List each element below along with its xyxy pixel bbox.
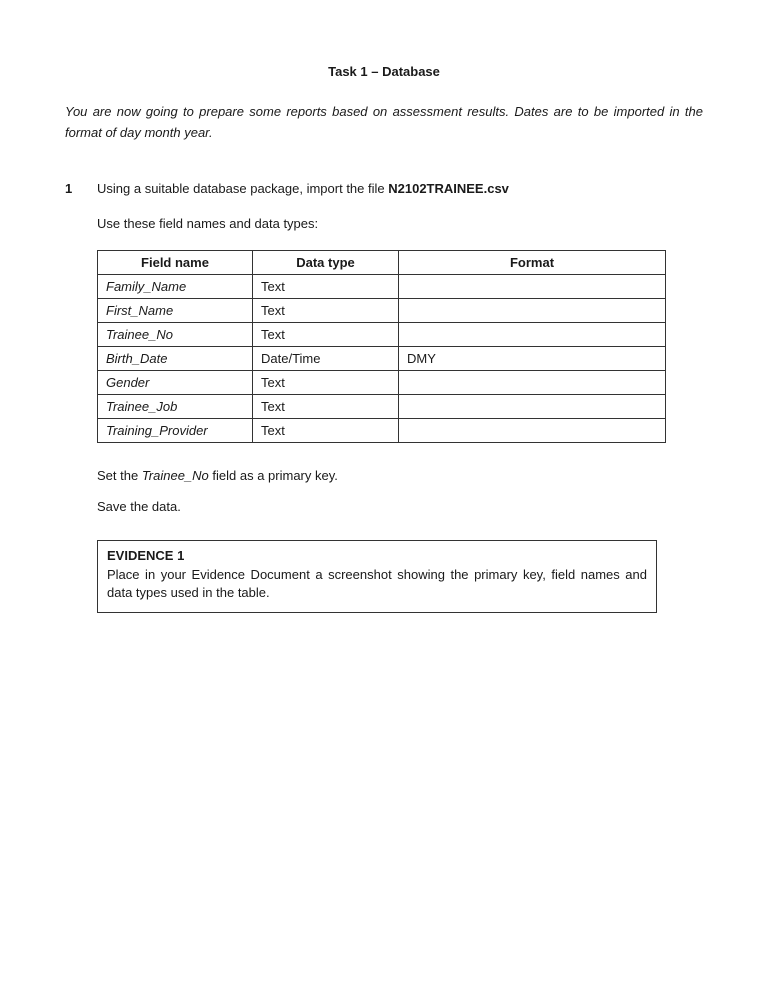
cell-field-name: First_Name — [98, 299, 253, 323]
intro-paragraph: You are now going to prepare some reports based on assessment results. Dates are to be imported in the format of day month year. — [65, 104, 703, 140]
step-1 — [65, 181, 703, 196]
table-row — [98, 275, 666, 299]
primary-key-instruction — [97, 468, 703, 483]
table-row — [98, 371, 666, 395]
cell-data-type: Date/Time — [253, 347, 399, 371]
table-row — [98, 323, 666, 347]
cell-field-name: Trainee_No — [98, 323, 253, 347]
step-text-before: Using a suitable database package, import the file — [97, 181, 389, 196]
cell-data-type: Text — [253, 323, 399, 347]
column-header-field-name: Field name — [98, 251, 253, 275]
cell-format — [399, 299, 666, 323]
cell-data-type: Text — [253, 419, 399, 443]
cell-data-type: Text — [253, 395, 399, 419]
evidence-box — [97, 540, 657, 613]
cell-format — [399, 395, 666, 419]
primary-key-before: Set the — [97, 468, 142, 483]
table-row — [98, 299, 666, 323]
table-row — [98, 395, 666, 419]
cell-format — [399, 419, 666, 443]
table-row — [98, 347, 666, 371]
cell-data-type: Text — [253, 371, 399, 395]
filename: N2102TRAINEE.csv — [388, 181, 509, 196]
cell-field-name: Training_Provider — [98, 419, 253, 443]
page-title: Task 1 – Database — [328, 64, 440, 79]
table-instruction: Use these field names and data types: — [97, 216, 319, 231]
evidence-text: Place in your Evidence Document a screenshot showing the primary key, field names and data types used in the table. — [107, 567, 647, 600]
save-instruction: Save the data. — [97, 499, 181, 514]
cell-format: DMY — [399, 347, 666, 371]
column-header-format: Format — [399, 251, 666, 275]
cell-field-name: Family_Name — [98, 275, 253, 299]
cell-field-name: Birth_Date — [98, 347, 253, 371]
cell-field-name: Gender — [98, 371, 253, 395]
cell-format — [399, 323, 666, 347]
cell-data-type: Text — [253, 275, 399, 299]
cell-format — [399, 371, 666, 395]
cell-format — [399, 275, 666, 299]
primary-key-field: Trainee_No — [141, 468, 209, 483]
step-text — [97, 181, 703, 196]
cell-data-type: Text — [253, 299, 399, 323]
table-row — [98, 419, 666, 443]
evidence-title: EVIDENCE 1 — [107, 548, 185, 563]
step-number: 1 — [65, 181, 73, 196]
column-header-data-type: Data type — [253, 251, 399, 275]
table-header-row — [98, 251, 666, 275]
primary-key-after: field as a primary key. — [208, 468, 338, 483]
field-definition-table — [97, 250, 666, 443]
cell-field-name: Trainee_Job — [98, 395, 253, 419]
